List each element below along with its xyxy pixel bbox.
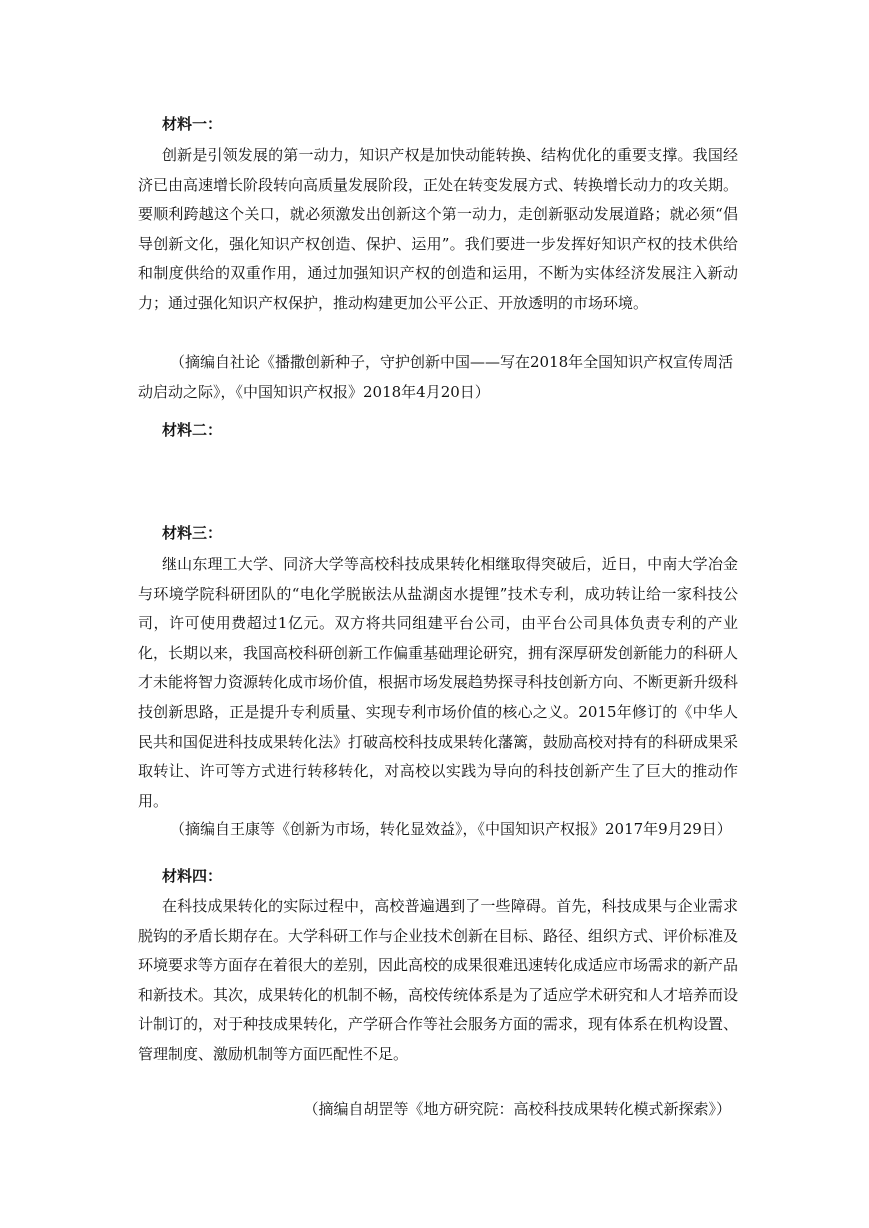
material1-body: 创新是引领发展的第一动力，知识产权是加快动能转换、结构优化的重要支撑。我国经济已由高速增长阶段转向高质量发展阶段，正处在转变发展方式、转换增长动力的攻关期。要顺利跨越这个关口，就必须激发出创新这个第一动力，走创新驱动发展道路；就必须“倡导创新文化，强化知识产权创造、保护、运用”。我们要进一步发挥好知识产权的技术供给和制度供给的双重作用，通过加强知识产权的创造和运用，不断为实体经济发展注入新动力；通过强化知识产权保护，推动构建更加公平公正、开放透明的市场环境。 (138, 146, 739, 312)
material1-heading: 材料一： (162, 115, 223, 133)
material4-source: （摘编自胡罡等《地方研究院：高校科技成果转化模式新探索》） (303, 1100, 731, 1118)
material4-body: 在科技成果转化的实际过程中，高校普遍遇到了一些障碍。首先，科技成果与企业需求脱钩的矛盾长期存在。大学科研工作与企业技术创新在目标、路径、组织方式、评价标准及环境要求等方面存在着很大的差别，因此高校的成果很难迅速转化成适应市场需求的新产品和新技术。其次，成果转化的机制不畅，高校传统体系是为了适应学术研究和人才培养而设计制订的，对于种技成果转化，产学研合作等社会服务方面的需求，现有体系在机构设置、管理制度、激励机制等方面匹配性不足。 (138, 897, 739, 1063)
material4-heading: 材料四： (162, 867, 223, 885)
material3-heading: 材料三： (162, 524, 223, 542)
material1-source: （摘编自社论《播撒创新种子，守护创新中国——写在2018年全国知识产权宣传周活动启动之际》，《中国知识产权报》2018年4月20日） (138, 353, 734, 401)
material3-source: （摘编自王康等《创新为市场，转化显效益》，《中国知识产权报》2017年9月29日） (170, 820, 732, 838)
material2-heading: 材料二： (162, 421, 223, 439)
material3-body: 继山东理工大学、同济大学等高校科技成果转化相继取得突破后，近日，中南大学冶金与环境学院科研团队的“电化学脱嵌法从盐湖卤水提锂”技术专利，成功转让给一家科技公司，许可使用费超过1亿元。双方将共同组建平台公司，由平台公司具体负责专利的产业化，长期以来，我国高校科研创新工作偏重基础理论研究，拥有深厚研发创新能力的科研人才未能将智力资源转化成市场价值，根据市场发展趋势探寻科技创新方向、不断更新升级科技创新思路，正是提升专利质量、实现专利市场价值的核心之义。2015年修订的《中华人民共和国促进科技成果转化法》打破高校科技成果转化藩篱，鼓励高校对持有的科研成果采取转让、许可等方式进行转移转化，对高校以实践为导向的科技创新产生了巨大的推动作用。 (138, 555, 739, 810)
material2-blank-space (138, 446, 738, 516)
